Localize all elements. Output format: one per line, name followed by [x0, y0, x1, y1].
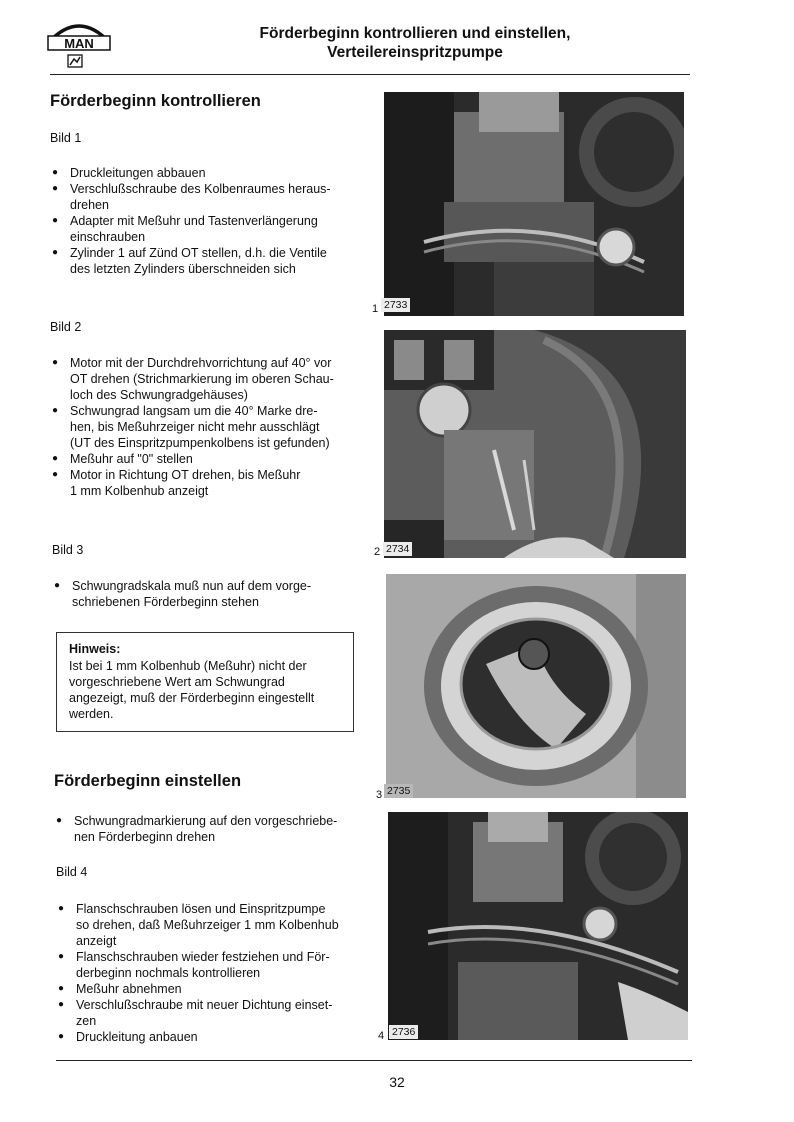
section-heading-kontrollieren: Förderbeginn kontrollieren	[50, 92, 261, 110]
note-text: Ist bei 1 mm Kolbenhub (Meßuhr) nicht der vorgeschriebene Wert am Schwungrad angezeigt, muß der Förderbeginn eingestellt werden.	[69, 659, 315, 721]
list-item: ● Druckleitung anbauen	[58, 1029, 368, 1045]
list-item: ● Verschlußschraube des Kolbenraumes heraus- drehen	[52, 181, 362, 213]
bild2-list	[52, 355, 362, 499]
list-item: ● Flanschschrauben wieder festziehen und För- derbeginn nochmals kontrollieren	[58, 949, 368, 981]
list-item: ● Motor mit der Durchdrehvorrichtung auf 40° vor OT drehen (Strichmarkierung im oberen Schau- loch des Schwungradgehäuses)	[52, 355, 362, 403]
photo-bild4	[388, 812, 688, 1040]
list-item: ● Flanschschrauben lösen und Einspritzpumpe so drehen, daß Meßuhrzeiger 1 mm Kolbenhub anzeigt	[58, 901, 368, 949]
list-item: ● Adapter mit Meßuhr und Tastenverlängerung einschrauben	[52, 213, 362, 245]
section-heading-einstellen: Förderbeginn einstellen	[54, 772, 242, 790]
bild4-list	[58, 901, 368, 1045]
list-item: ● Motor in Richtung OT drehen, bis Meßuhr 1 mm Kolbenhub anzeigt	[52, 467, 362, 499]
list-item: ● Schwungrad langsam um die 40° Marke dre- hen, bis Meßuhrzeiger nicht mehr ausschlägt (UT des Einspritzpumpenkolbens ist gefunden)	[52, 403, 362, 451]
list-item: ● Druckleitungen abbauen	[52, 165, 362, 181]
man-logo	[46, 14, 112, 70]
figure-code: 2734	[383, 542, 412, 556]
list-item: ● Zylinder 1 auf Zünd OT stellen, d.h. die Ventile des letzten Zylinders überschneiden sich	[52, 245, 362, 277]
bild2-label: Bild 2	[50, 320, 82, 334]
list-item: ● Schwungradmarkierung auf den vorgeschriebe- nen Förderbeginn drehen	[56, 813, 366, 845]
header-title-line1: Förderbeginn kontrollieren und einstellen,	[259, 25, 571, 42]
footer-divider	[56, 1060, 692, 1061]
bild3-list	[54, 578, 364, 610]
page-header-title	[150, 24, 680, 62]
list-item: ● Verschlußschraube mit neuer Dichtung einset- zen	[58, 997, 368, 1029]
list-item: ● Schwungradskala muß nun auf dem vorge- schriebenen Förderbeginn stehen	[54, 578, 364, 610]
man-logo-text: MAN	[64, 36, 94, 51]
man-logo-graphic	[46, 14, 112, 70]
figure-number: 2	[374, 546, 381, 558]
figure-code: 2736	[389, 1025, 418, 1039]
intro-list	[56, 813, 366, 845]
photo-bild1	[384, 92, 684, 316]
bild4-label: Bild 4	[56, 865, 88, 879]
bild1-list	[52, 165, 362, 277]
figure-number: 4	[378, 1030, 385, 1042]
figure-number: 3	[376, 789, 383, 801]
figure-number: 1	[372, 303, 379, 315]
page-number: 32	[389, 1074, 405, 1090]
note-title: Hinweis:	[69, 642, 121, 656]
note-box	[56, 632, 354, 732]
figure-code: 2733	[381, 298, 410, 312]
photo-bild2	[384, 330, 686, 558]
bild1-label: Bild 1	[50, 131, 82, 145]
bild3-label: Bild 3	[52, 543, 84, 557]
header-title-line2: Verteilereinspritzpumpe	[327, 44, 503, 61]
header-divider	[50, 74, 690, 75]
list-item: ● Meßuhr abnehmen	[58, 981, 368, 997]
list-item: ● Meßuhr auf "0" stellen	[52, 451, 362, 467]
photo-bild3	[386, 574, 686, 798]
figure-code: 2735	[384, 784, 413, 798]
